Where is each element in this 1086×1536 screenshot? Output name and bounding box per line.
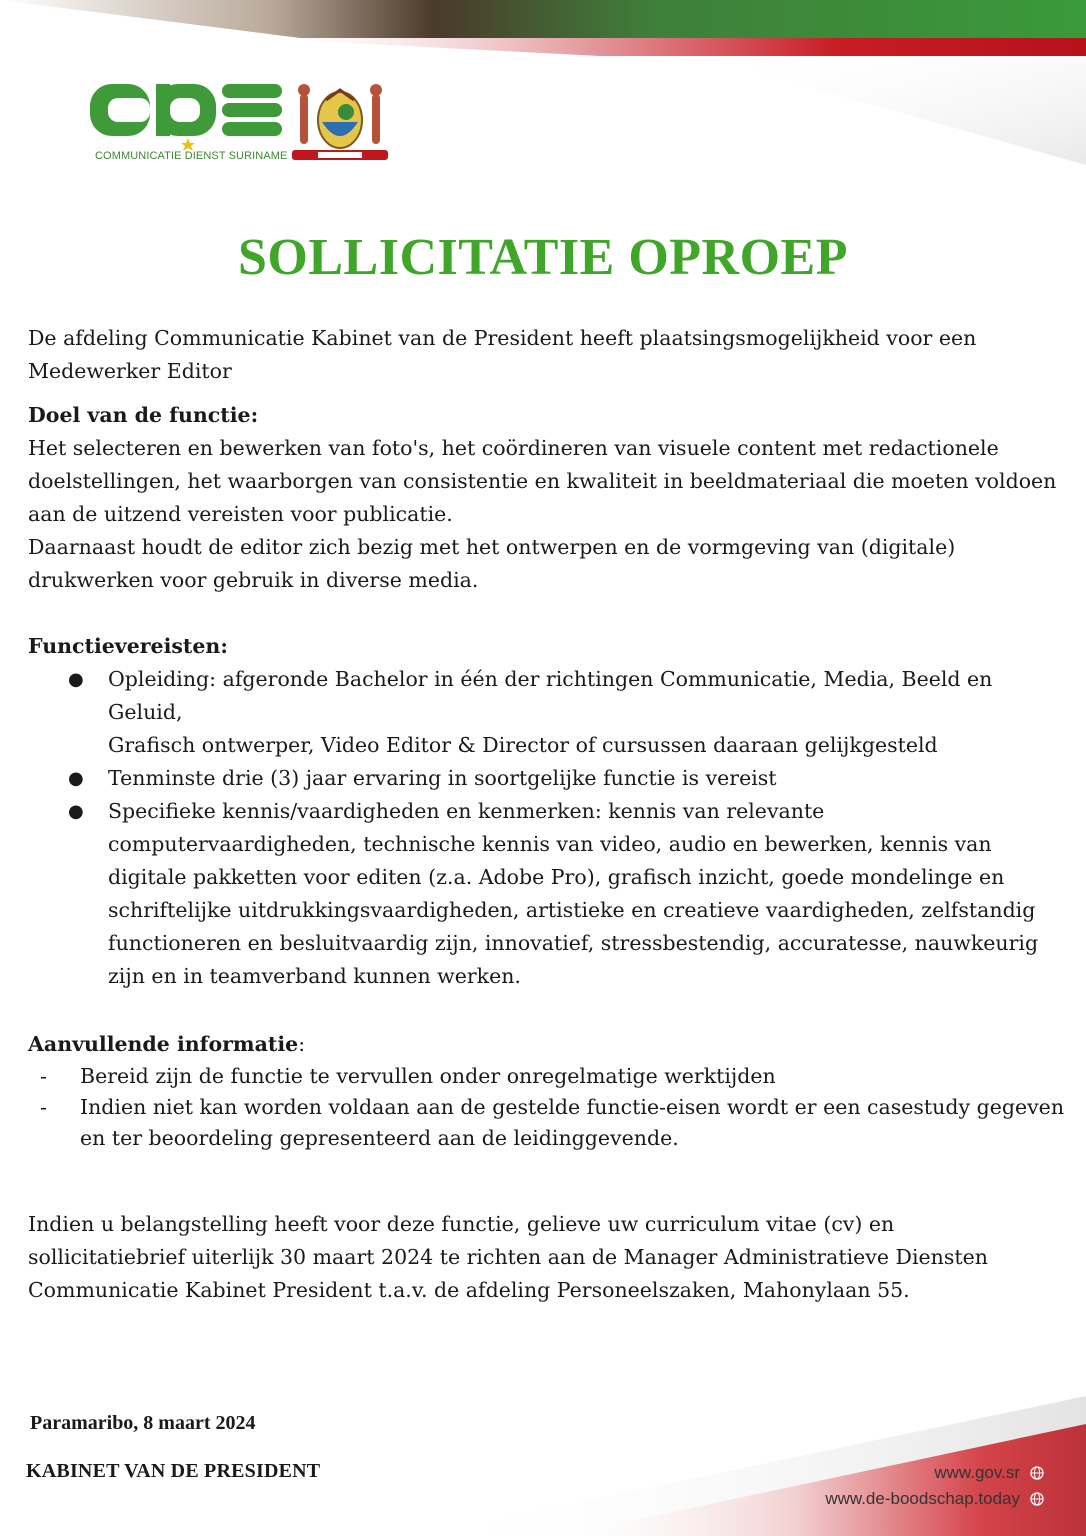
section-heading-doel: Doel van de functie: (28, 403, 259, 427)
footer-links (825, 1460, 1044, 1512)
doel-line: doelstellingen, het waarborgen van consistentie en kwaliteit in beeldmateriaal die moeten voldoen (28, 469, 1057, 493)
doel-line: aan de uitzend vereisten voor publicatie. (28, 502, 453, 526)
bullet-icon: ● (68, 801, 84, 822)
section-heading-aanvullend: Aanvullende informatie: (28, 1032, 306, 1056)
logo-tagline: COMMUNICATIE DIENST SURINAME (95, 150, 288, 162)
section-heading-vereisten: Functievereisten: (28, 634, 228, 658)
closing-line: Indien u belangstelling heeft voor deze functie, gelieve uw curriculum vitae (cv) en (28, 1212, 895, 1236)
doel-line: Daarnaast houdt de editor zich bezig met het ontwerpen en de vormgeving van (digitale) (28, 535, 956, 559)
doel-line: Het selecteren en bewerken van foto's, het coördineren van visuele content met redactionele (28, 436, 999, 460)
list-item: ● Tenminste drie (3) jaar ervaring in soortgelijke functie is vereist (28, 762, 1068, 795)
coat-of-arms-icon (288, 80, 392, 164)
signature-date: Paramaribo, 8 maart 2024 (30, 1412, 256, 1434)
list-item: - Indien niet kan worden voldaan aan de gestelde functie-eisen wordt er een casestudy gegeven en ter beoordeling gepresenteerd aan de leidinggevende. (28, 1092, 1068, 1154)
list-item: - Bereid zijn de functie te vervullen onder onregelmatige werktijden (28, 1061, 1068, 1092)
closing-line: Communicatie Kabinet President t.a.v. de afdeling Personeelszaken, Mahonylaan 55. (28, 1278, 910, 1302)
globe-icon (1030, 1492, 1044, 1506)
intro-line: Medewerker Editor (28, 359, 232, 383)
dash-marker: - (40, 1095, 47, 1119)
website-link-boodschap[interactable]: www.de-boodschap.today (825, 1489, 1020, 1508)
closing-line: sollicitatiebrief uiterlijk 30 maart 2024 te richten aan de Manager Administratieve Diensten (28, 1245, 988, 1269)
bullet-icon: ● (68, 669, 84, 690)
dash-marker: - (40, 1064, 47, 1088)
signature-organization: KABINET VAN DE PRESIDENT (26, 1460, 321, 1482)
requirements-list (28, 663, 1068, 993)
page-title: SOLLICITATIE OPROEP (237, 229, 849, 286)
intro-line: De afdeling Communicatie Kabinet van de President heeft plaatsingsmogelijkheid voor een (28, 326, 977, 350)
website-link-gov[interactable]: www.gov.sr (934, 1463, 1020, 1482)
additional-info-list (28, 1061, 1068, 1154)
bullet-icon: ● (68, 768, 84, 789)
document-body (28, 322, 1068, 1307)
list-item: ● Specifieke kennis/vaardigheden en kenmerken: kennis van relevante computervaardigheden, technische kennis van video, audio en bewerken, kennis van digitale pakketten voor editen (z.a. Adobe Pro), grafisch inzicht, goede mondelinge en schriftelijke uitdrukkingsvaardigheden, artistieke en creatieve vaardigheden, zelfstandig functioneren en besluitvaardig zijn, innovatief, stressbestendig, accuratesse, nauwkeurig zijn en in teamverband kunnen werken. (28, 795, 1068, 993)
globe-icon (1030, 1466, 1044, 1480)
list-item: ● Opleiding: afgeronde Bachelor in één der richtingen Communicatie, Media, Beeld en Geluid, Grafisch ontwerper, Video Editor & Director of cursussen daaraan gelijkgesteld (28, 663, 1068, 762)
doel-line: drukwerken voor gebruik in diverse media. (28, 568, 479, 592)
